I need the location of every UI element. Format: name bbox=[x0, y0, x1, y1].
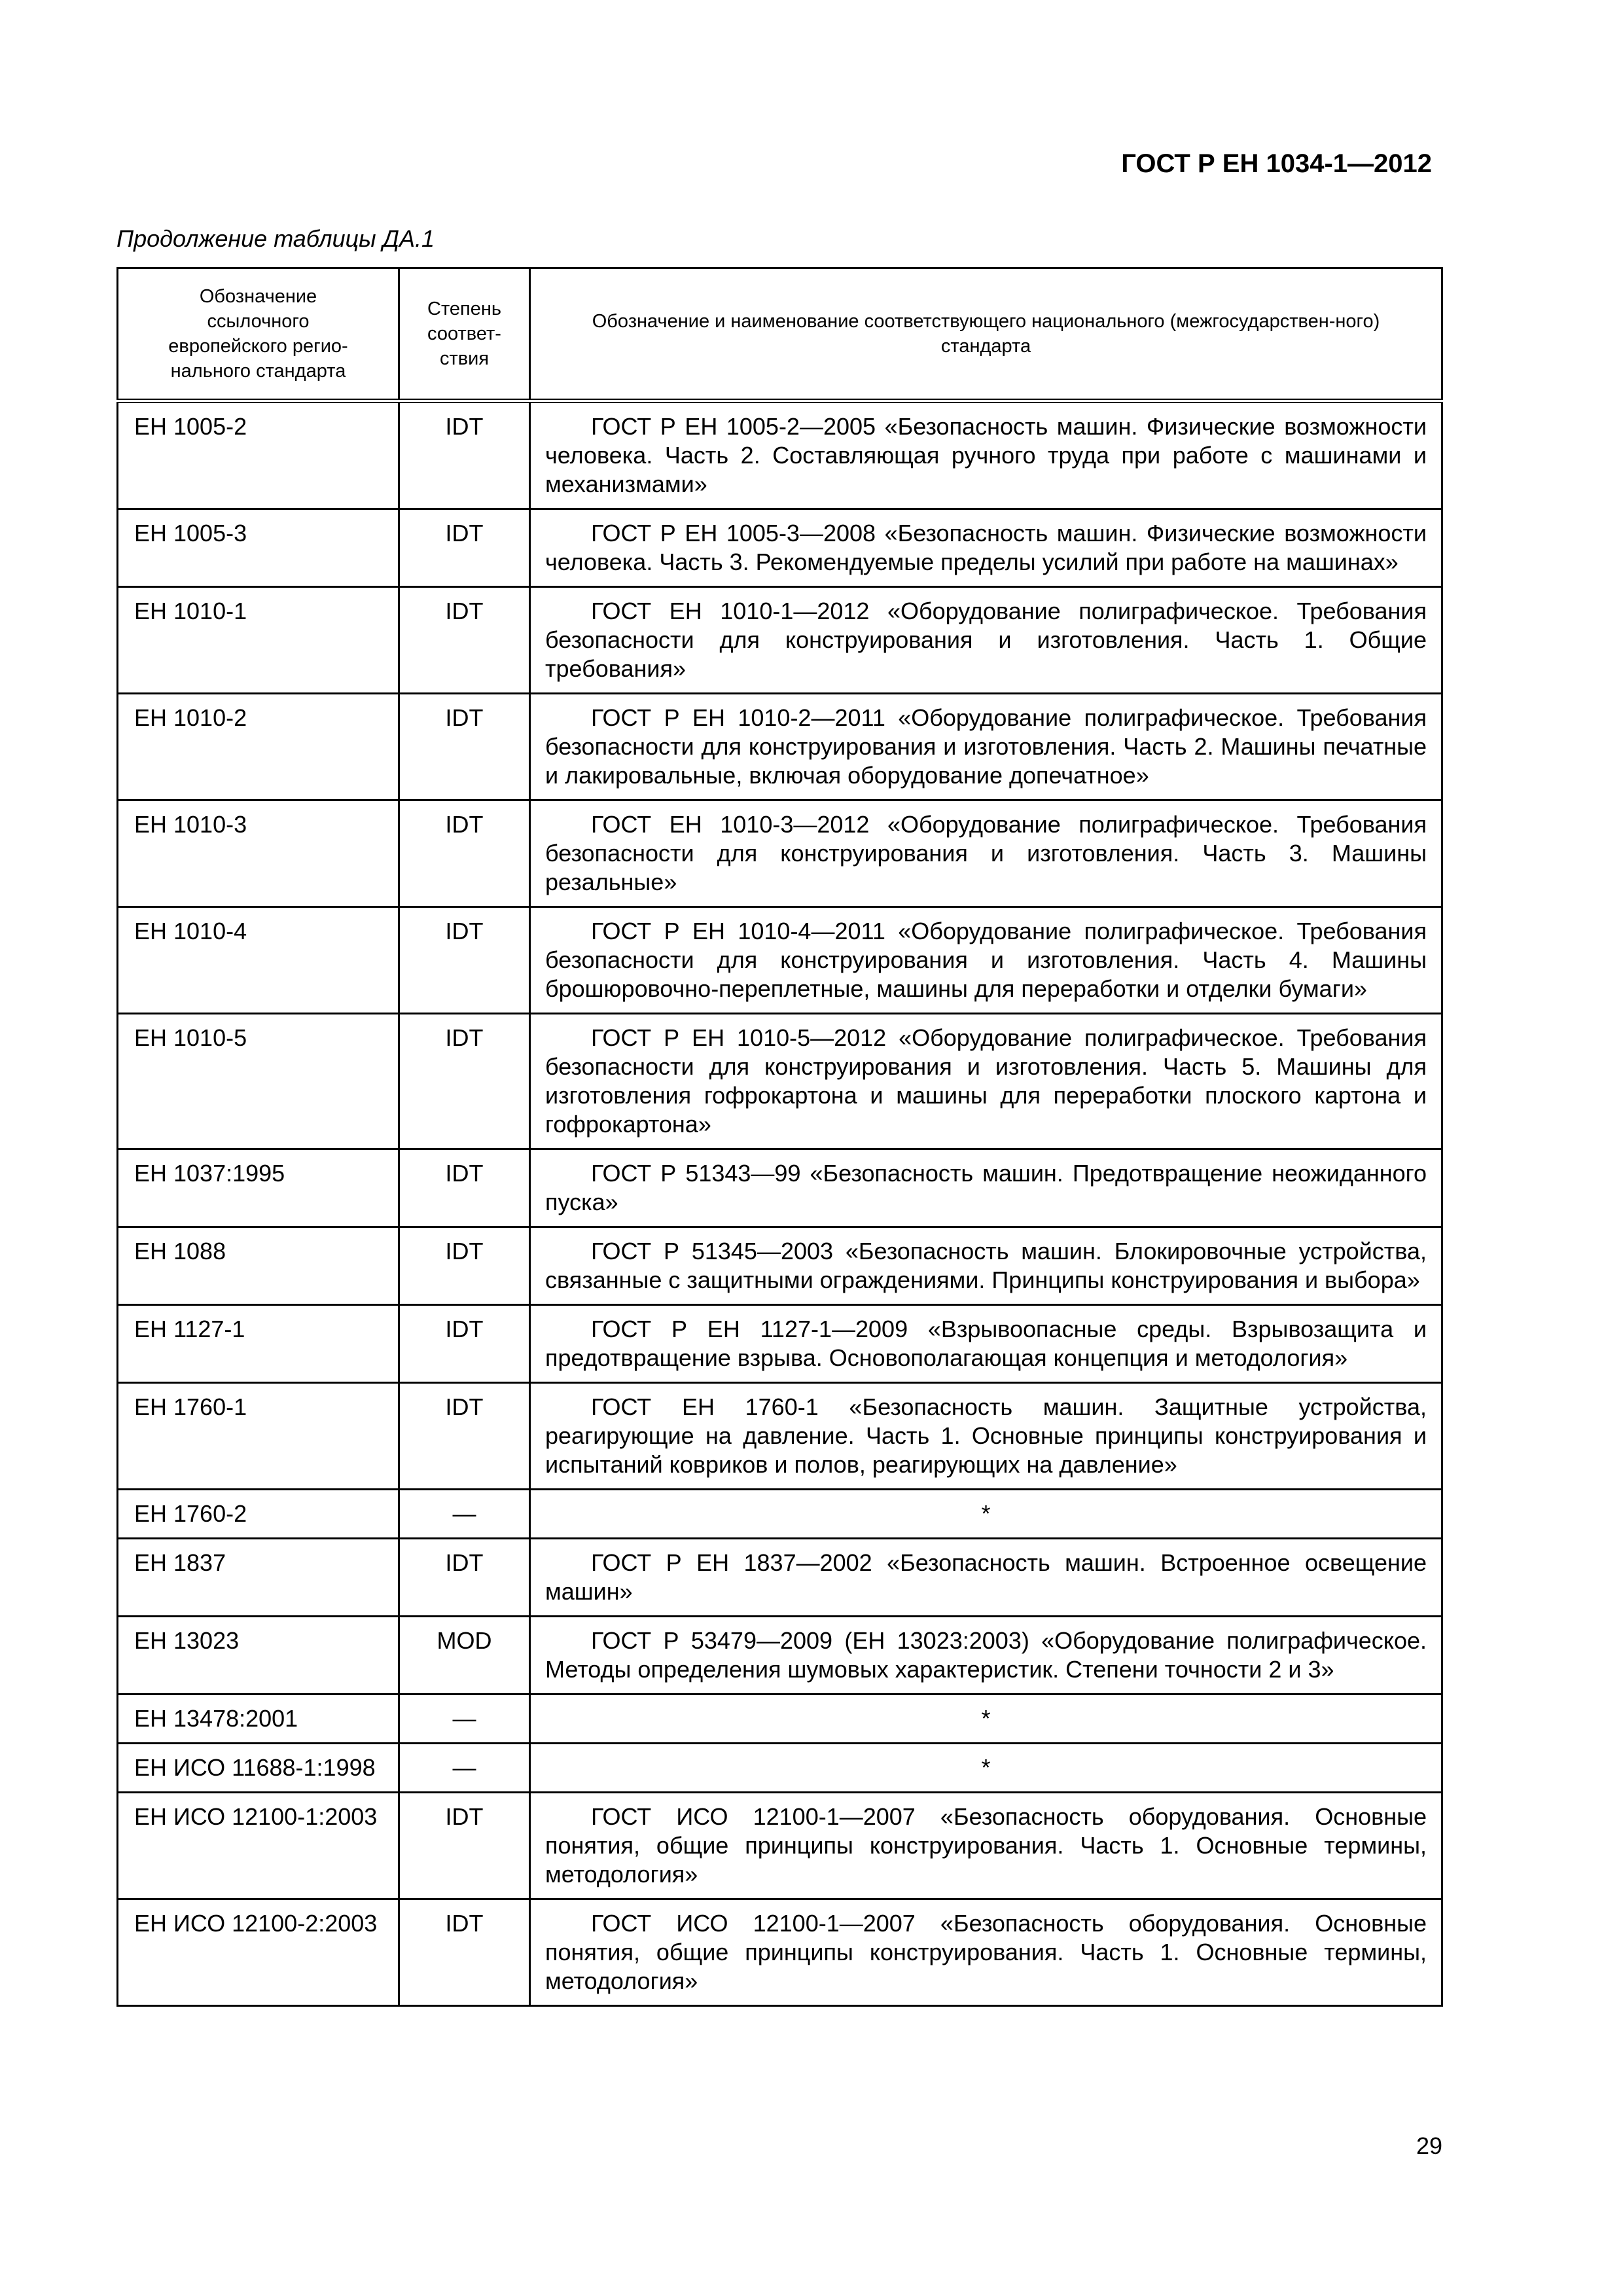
column-header-national-standard: Обозначение и наименование соответствующего национального (межгосударствен-ного) стандарта bbox=[530, 268, 1442, 401]
degree-cell: IDT bbox=[399, 1539, 530, 1617]
national-standard-text: ГОСТ Р ЕН 1127-1—2009 «Взрывоопасные среды. Взрывозащита и предотвращение взрыва. Основополагающая концепция и методология» bbox=[545, 1316, 1427, 1371]
table-row bbox=[118, 1305, 1442, 1383]
degree-cell: IDT bbox=[399, 694, 530, 800]
page-number: 29 bbox=[1416, 2132, 1442, 2159]
table-row bbox=[118, 1149, 1442, 1227]
european-standard-cell: ЕН 13478:2001 bbox=[118, 1695, 399, 1744]
table-row bbox=[118, 1014, 1442, 1149]
national-standard-cell bbox=[530, 509, 1442, 587]
european-standard-cell: ЕН 1010-4 bbox=[118, 907, 399, 1014]
european-standard-cell: ЕН ИСО 11688-1:1998 bbox=[118, 1744, 399, 1793]
national-standard-cell bbox=[530, 1744, 1442, 1793]
table-row bbox=[118, 1227, 1442, 1305]
european-standard-cell: ЕН ИСО 12100-1:2003 bbox=[118, 1793, 399, 1899]
national-standard-text: * bbox=[981, 1754, 991, 1781]
national-standard-cell bbox=[530, 907, 1442, 1014]
national-standard-text: ГОСТ ИСО 12100-1—2007 «Безопасность оборудования. Основные понятия, общие принципы конструирования. Часть 1. Основные термины, методология» bbox=[545, 1803, 1427, 1888]
national-standard-cell bbox=[530, 1695, 1442, 1744]
table-row bbox=[118, 1490, 1442, 1539]
table-row bbox=[118, 1695, 1442, 1744]
table-row bbox=[118, 509, 1442, 587]
degree-cell: — bbox=[399, 1695, 530, 1744]
column-header-degree: Степень соответ-ствия bbox=[399, 268, 530, 401]
national-standard-cell bbox=[530, 1383, 1442, 1490]
european-standard-cell: ЕН 1037:1995 bbox=[118, 1149, 399, 1227]
national-standard-cell bbox=[530, 1617, 1442, 1695]
degree-cell: IDT bbox=[399, 1899, 530, 2006]
degree-cell: MOD bbox=[399, 1617, 530, 1695]
european-standard-cell: ЕН 1010-1 bbox=[118, 587, 399, 694]
degree-cell: IDT bbox=[399, 401, 530, 509]
national-standard-cell bbox=[530, 1539, 1442, 1617]
table-row bbox=[118, 587, 1442, 694]
degree-cell: IDT bbox=[399, 907, 530, 1014]
degree-cell: IDT bbox=[399, 587, 530, 694]
european-standard-cell: ЕН 1005-2 bbox=[118, 401, 399, 509]
national-standard-cell bbox=[530, 587, 1442, 694]
degree-cell: IDT bbox=[399, 1793, 530, 1899]
degree-cell: IDT bbox=[399, 1383, 530, 1490]
degree-cell: — bbox=[399, 1490, 530, 1539]
degree-cell: IDT bbox=[399, 1149, 530, 1227]
european-standard-cell: ЕН 1837 bbox=[118, 1539, 399, 1617]
national-standard-cell bbox=[530, 1490, 1442, 1539]
national-standard-text: ГОСТ Р ЕН 1837—2002 «Безопасность машин. Встроенное освещение машин» bbox=[545, 1549, 1427, 1605]
table-row bbox=[118, 401, 1442, 509]
national-standard-text: * bbox=[981, 1500, 991, 1527]
degree-cell: IDT bbox=[399, 509, 530, 587]
column-header-european-standard: Обозначение ссылочного европейского регио-нального стандарта bbox=[118, 268, 399, 401]
european-standard-cell: ЕН 1760-2 bbox=[118, 1490, 399, 1539]
degree-cell: IDT bbox=[399, 1227, 530, 1305]
national-standard-text: ГОСТ ЕН 1760-1 «Безопасность машин. Защитные устройства, реагирующие на давление. Часть 1. Основные принципы конструирования и испытаний ковриков и полов, реагирующих на давление» bbox=[545, 1393, 1427, 1478]
table-row bbox=[118, 1744, 1442, 1793]
national-standard-text: ГОСТ ЕН 1010-3—2012 «Оборудование полиграфическое. Требования безопасности для конструирования и изготовления. Часть 3. Машины резальные» bbox=[545, 811, 1427, 895]
national-standard-cell bbox=[530, 401, 1442, 509]
european-standard-cell: ЕН ИСО 12100-2:2003 bbox=[118, 1899, 399, 2006]
degree-cell: — bbox=[399, 1744, 530, 1793]
table-row bbox=[118, 694, 1442, 800]
european-standard-cell: ЕН 13023 bbox=[118, 1617, 399, 1695]
european-standard-cell: ЕН 1010-3 bbox=[118, 800, 399, 907]
national-standard-cell bbox=[530, 1014, 1442, 1149]
national-standard-text: ГОСТ Р 53479—2009 (ЕН 13023:2003) «Оборудование полиграфическое. Методы определения шумовых характеристик. Степени точности 2 и 3» bbox=[545, 1627, 1427, 1683]
table-caption: Продолжение таблицы ДА.1 bbox=[116, 225, 435, 252]
national-standard-text: ГОСТ Р ЕН 1005-2—2005 «Безопасность машин. Физические возможности человека. Часть 2. Составляющая ручного труда при работе с машинами и механизмами» bbox=[545, 413, 1427, 497]
table-row bbox=[118, 800, 1442, 907]
national-standard-text: ГОСТ Р ЕН 1005-3—2008 «Безопасность машин. Физические возможности человека. Часть 3. Рекомендуемые пределы усилий при работе на машинах» bbox=[545, 520, 1427, 575]
national-standard-cell bbox=[530, 1793, 1442, 1899]
national-standard-text: ГОСТ Р ЕН 1010-2—2011 «Оборудование полиграфическое. Требования безопасности для конструирования и изготовления. Часть 2. Машины печатные и лакировальные, включая оборудование допечатное» bbox=[545, 704, 1427, 789]
table-row bbox=[118, 1899, 1442, 2006]
document-header: ГОСТ Р ЕН 1034-1—2012 bbox=[1121, 149, 1432, 178]
table-row bbox=[118, 1617, 1442, 1695]
national-standard-cell bbox=[530, 1305, 1442, 1383]
national-standard-text: * bbox=[981, 1705, 991, 1732]
european-standard-cell: ЕН 1127-1 bbox=[118, 1305, 399, 1383]
national-standard-cell bbox=[530, 800, 1442, 907]
european-standard-cell: ЕН 1760-1 bbox=[118, 1383, 399, 1490]
table-row bbox=[118, 1539, 1442, 1617]
degree-cell: IDT bbox=[399, 800, 530, 907]
european-standard-cell: ЕН 1005-3 bbox=[118, 509, 399, 587]
table-row bbox=[118, 907, 1442, 1014]
degree-cell: IDT bbox=[399, 1014, 530, 1149]
national-standard-cell bbox=[530, 1899, 1442, 2006]
national-standard-cell bbox=[530, 1149, 1442, 1227]
european-standard-cell: ЕН 1010-5 bbox=[118, 1014, 399, 1149]
national-standard-text: ГОСТ ИСО 12100-1—2007 «Безопасность оборудования. Основные понятия, общие принципы конструирования. Часть 1. Основные термины, методология» bbox=[545, 1910, 1427, 1994]
national-standard-text: ГОСТ Р ЕН 1010-4—2011 «Оборудование полиграфическое. Требования безопасности для конструирования и изготовления. Часть 4. Машины брошюровочно-переплетные, машины для переработки и отделки бумаги» bbox=[545, 918, 1427, 1002]
european-standard-cell: ЕН 1010-2 bbox=[118, 694, 399, 800]
table-row bbox=[118, 1793, 1442, 1899]
national-standard-text: ГОСТ Р 51343—99 «Безопасность машин. Предотвращение неожиданного пуска» bbox=[545, 1160, 1427, 1215]
national-standard-cell bbox=[530, 1227, 1442, 1305]
european-standard-cell: ЕН 1088 bbox=[118, 1227, 399, 1305]
national-standard-cell bbox=[530, 694, 1442, 800]
standards-table bbox=[116, 267, 1443, 2007]
national-standard-text: ГОСТ Р 51345—2003 «Безопасность машин. Блокировочные устройства, связанные с защитными ограждениями. Принципы конструирования и выбора» bbox=[545, 1238, 1427, 1293]
table-row bbox=[118, 1383, 1442, 1490]
table-header-row bbox=[118, 268, 1442, 401]
degree-cell: IDT bbox=[399, 1305, 530, 1383]
national-standard-text: ГОСТ Р ЕН 1010-5—2012 «Оборудование полиграфическое. Требования безопасности для конструирования и изготовления. Часть 5. Машины для изготовления гофрокартона и машины для переработки плоского картона и гофрокартона» bbox=[545, 1024, 1427, 1138]
national-standard-text: ГОСТ ЕН 1010-1—2012 «Оборудование полиграфическое. Требования безопасности для конструирования и изготовления. Часть 1. Общие требования» bbox=[545, 598, 1427, 682]
